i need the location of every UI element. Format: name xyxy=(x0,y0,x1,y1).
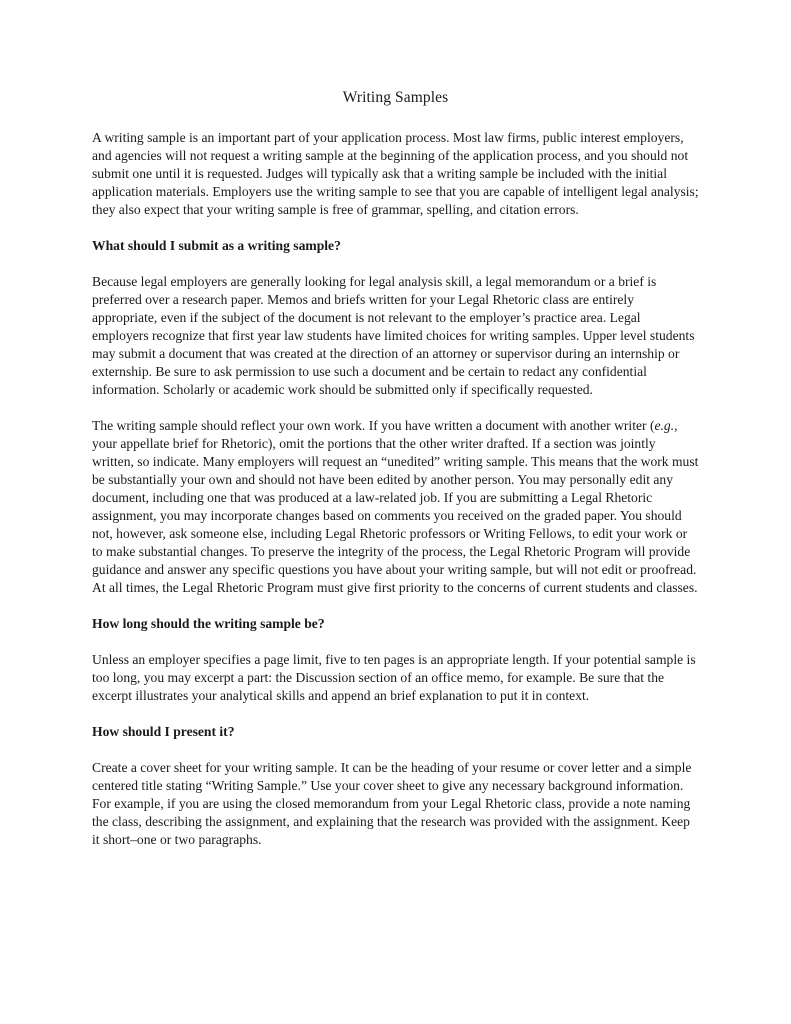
what-to-submit-paragraph: Because legal employers are generally looking for legal analysis skill, a legal memorandum or a brief is preferred over a research paper. Memos and briefs written for your Legal Rhetoric class are entirely appropriate, even if the subject of the document is not relevant to the employer’s practice area. Legal employers recognize that first year law students have limited choices for writing samples. Upper level students may submit a document that was created at the direction of an attorney or supervisor during an internship or externship. Be sure to ask permission to use such a document and be certain to redact any confidential information. Scholarly or academic work should be submitted only if specifically requested. xyxy=(92,274,695,397)
section-heading-how-to-present: How should I present it? xyxy=(92,724,235,739)
section-heading-how-long: How long should the writing sample be? xyxy=(92,616,325,631)
how-to-present-paragraph: Create a cover sheet for your writing sample. It can be the heading of your resume or cover letter and a simple centered title stating “Writing Sample.” Use your cover sheet to give any necessary background information. For example, if you are using the closed memorandum from your Legal Rhetoric class, provide a note naming the class, describing the assignment, and explaining that the research was provided with the assignment. Keep it short–one or two paragraphs. xyxy=(92,760,692,847)
section-heading-what-to-submit: What should I submit as a writing sample? xyxy=(92,238,341,253)
how-long-paragraph: Unless an employer specifies a page limit, five to ten pages is an appropriate length. If your potential sample is too long, you may excerpt a part: the Discussion section of an office memo, for example. Be sure that the excerpt illustrates your analytical skills and append an brief explanation to put it in context. xyxy=(92,652,696,703)
own-work-italic-eg: e.g. xyxy=(654,418,675,433)
page-title: Writing Samples xyxy=(342,89,449,106)
own-work-text-part2: , your appellate brief for Rhetoric), omit the portions that the other writer drafted. If a section was jointly written, so indicate. Many employers will request an “unedited” writing sample. This means that the work must be substantially your own and should not have been edited by another person. You may personally edit any document, including one that was produced at a law-related job. If you are submitting a Legal Rhetoric assignment, you may incorporate changes based on comments you received on the graded paper. You should not, however, ask someone else, including Legal Rhetoric professors or Writing Fellows, to edit your work or to make substantial changes. To preserve the integrity of the process, the Legal Rhetoric Program will provide guidance and answer any specific questions you have about your writing sample, but will not edit or proofread. At all times, the Legal Rhetoric Program must give first priority to the concerns of current students and classes. xyxy=(92,418,699,595)
own-work-paragraph xyxy=(92,417,699,597)
intro-paragraph: A writing sample is an important part of your application process. Most law firms, public interest employers, and agencies will not request a writing sample at the beginning of the application process, and you should not submit one until it is requested. Judges will typically ask that a writing sample be included with the initial application materials. Employers use the writing sample to see that you are capable of intelligent legal analysis; they also expect that your writing sample is free of grammar, spelling, and citation errors. xyxy=(92,130,699,217)
own-work-text-part1: The writing sample should reflect your own work. If you have written a document with another writer ( xyxy=(92,418,655,433)
